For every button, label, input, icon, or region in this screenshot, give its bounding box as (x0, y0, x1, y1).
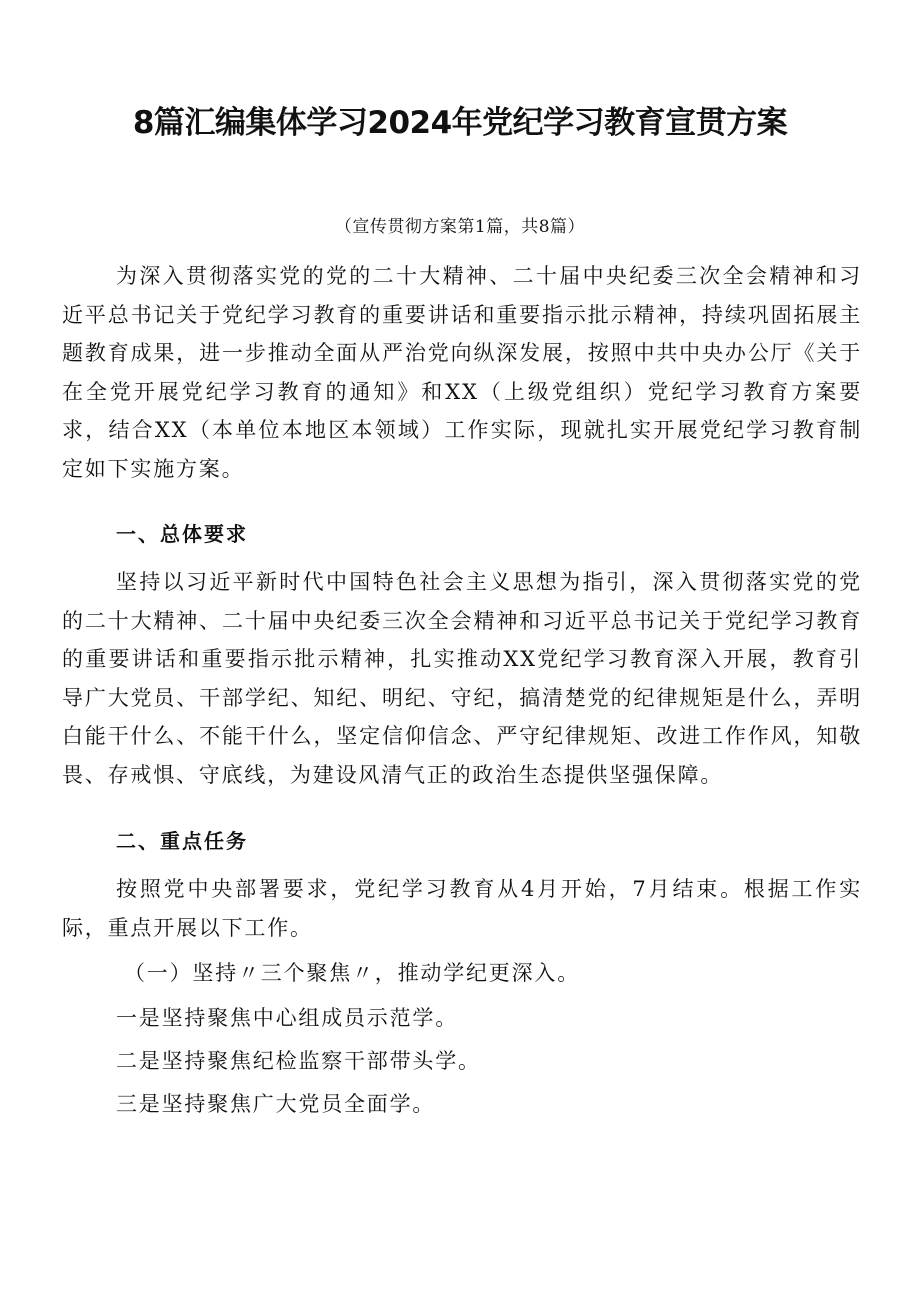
section-heading-key-tasks: 二、重点任务 (116, 829, 248, 853)
list-item: 二是坚持聚焦纪检监察干部带头学。 (116, 1049, 481, 1073)
list-item: 三是坚持聚焦广大党员全面学。 (116, 1092, 436, 1116)
subsection-heading-three-focus: （一）坚持〃三个聚焦〃，推动学纪更深入。 (124, 961, 580, 985)
document-title: 8篇汇编集体学习2024年党纪学习教育宣贯方案 (132, 105, 788, 141)
list-item: 一是坚持聚焦中心组成员示范学。 (116, 1006, 458, 1030)
document-subtitle: （宣传贯彻方案第1篇，共8篇） (334, 217, 586, 237)
key-tasks-paragraph: 按照党中央部署要求，党纪学习教育从4月开始，7月结束。根据工作实际，重点开展以下工作。 (62, 877, 862, 940)
intro-paragraph: 为深入贯彻落实党的党的二十大精神、二十届中央纪委三次全会精神和习近平总书记关于党纪学习教育的重要讲话和重要指示批示精神，持续巩固拓展主题教育成果，进一步推动全面从严治党向纵深发展，按照中共中央办公厅《关于在全党开展党纪学习教育的通知》和XX（上级党组织）党纪学习教育方案要求，结合XX（本单位本地区本领域）工作实际，现就扎实开展党纪学习教育制定如下实施方案。 (62, 264, 862, 481)
section-heading-general-requirements: 一、总体要求 (116, 522, 248, 546)
general-requirements-paragraph: 坚持以习近平新时代中国特色社会主义思想为指引，深入贯彻落实党的党的二十大精神、二十届中央纪委三次全会精神和习近平总书记关于党纪学习教育的重要讲话和重要指示批示精神，扎实推动XX党纪学习教育深入开展，教育引导广大党员、干部学纪、知纪、明纪、守纪，搞清楚党的纪律规矩是什么，弄明白能干什么、不能干什么，坚定信仰信念、严守纪律规矩、改进工作作风，知敬畏、存戒惧、守底线，为建设风清气正的政治生态提供坚强保障。 (62, 570, 862, 787)
